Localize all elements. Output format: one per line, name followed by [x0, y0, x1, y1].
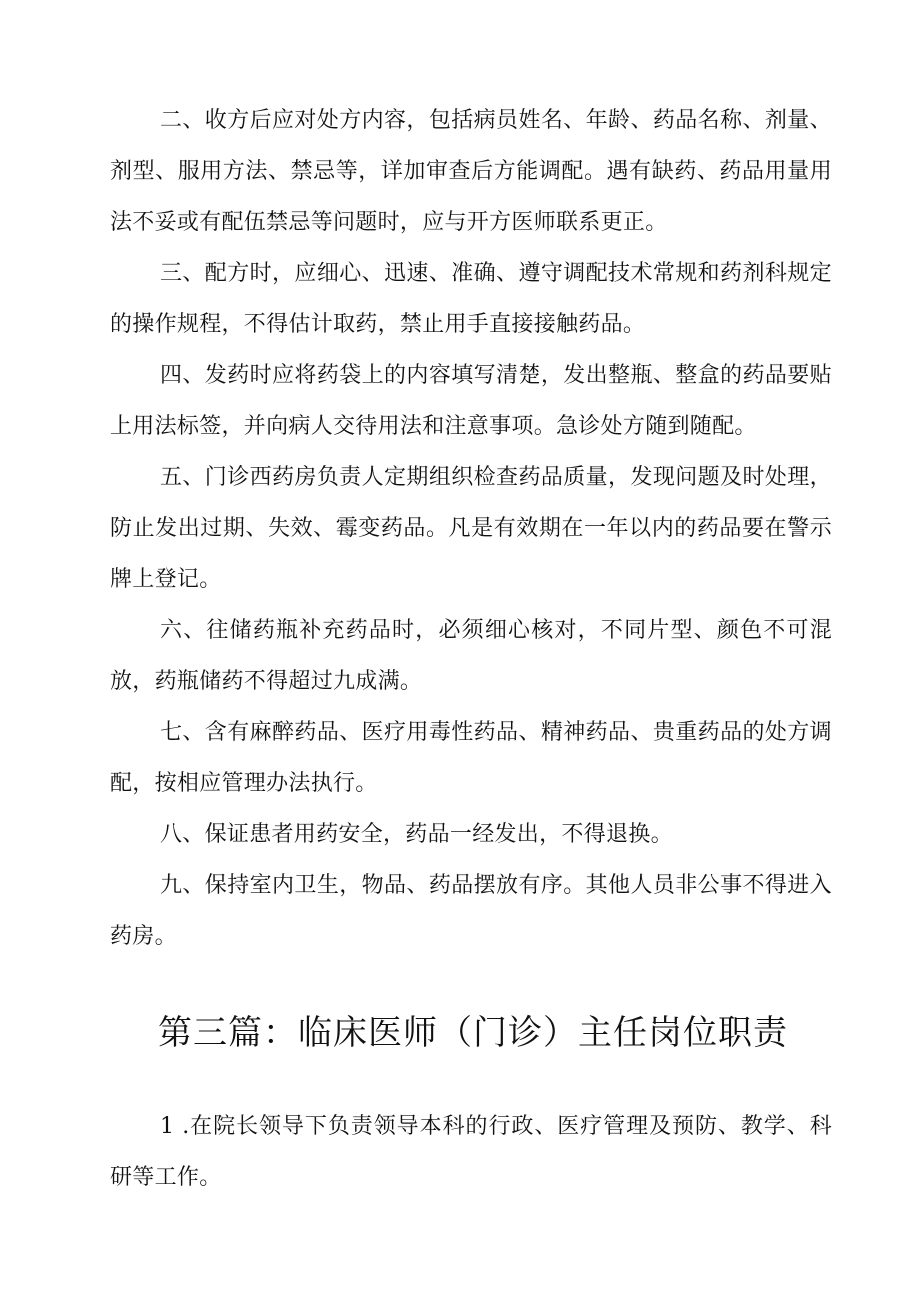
duty-paragraph-1: 1 .在院长领导下负责领导本科的行政、医疗管理及预防、教学、科研等工作。: [110, 1114, 832, 1190]
rule-paragraph-5: 五、门诊西药房负责人定期组织检查药品质量，发现问题及时处理，防止发出过期、失效、霉变药品。凡是有效期在一年以内的药品要在警示牌上登记。: [110, 465, 832, 592]
pharmacy-rules-body: [110, 95, 832, 962]
rule-paragraph-9: 九、保持室内卫生，物品、药品摆放有序。其他人员非公事不得进入药房。: [110, 873, 832, 949]
rule-paragraph-4: 四、发药时应将药袋上的内容填写清楚，发出整瓶、整盒的药品要贴上用法标签，并向病人交待用法和注意事项。急诊处方随到随配。: [110, 363, 832, 439]
rule-paragraph-7: 七、含有麻醉药品、医疗用毒性药品、精神药品、贵重药品的处方调配，按相应管理办法执行。: [110, 720, 832, 796]
rule-paragraph-2: 二、收方后应对处方内容，包括病员姓名、年龄、药品名称、剂量、剂型、服用方法、禁忌等，详加审查后方能调配。遇有缺药、药品用量用法不妥或有配伍禁忌等问题时，应与开方医师联系更正。: [110, 108, 832, 235]
rule-paragraph-3: 三、配方时，应细心、迅速、准确、遵守调配技术常规和药剂科规定的操作规程，不得估计取药，禁止用手直接接触药品。: [110, 261, 832, 337]
section-title: 第三篇：临床医师（门诊）主任岗位职责: [158, 1013, 788, 1053]
section-body: [110, 1101, 832, 1203]
rule-paragraph-6: 六、往储药瓶补充药品时，必须细心核对，不同片型、颜色不可混放，药瓶储药不得超过九成满。: [110, 618, 832, 694]
rule-paragraph-8: 八、保证患者用药安全，药品一经发出，不得退换。: [160, 822, 673, 847]
